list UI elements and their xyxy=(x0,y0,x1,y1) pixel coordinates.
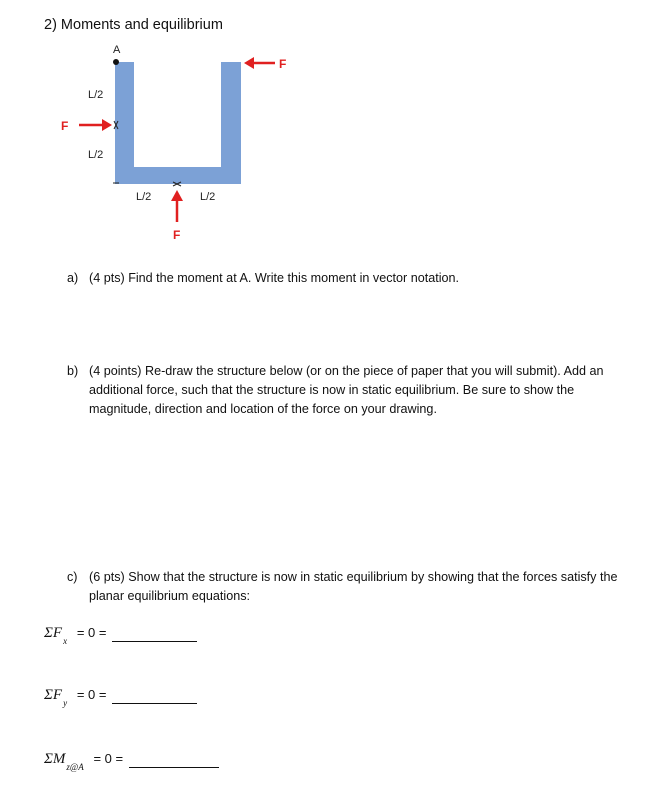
equation-sum-fx-symbol: ΣF xyxy=(44,625,63,641)
equation-sum-fy-subscript: y xyxy=(63,698,68,708)
left-force-label: F xyxy=(61,119,69,133)
equation-sum-mz-subscript: z@A xyxy=(66,762,84,772)
equation-sum-fy xyxy=(44,687,197,708)
equation-sum-fx-answer-blank[interactable] xyxy=(112,627,197,642)
equation-sum-fx-subscript: x xyxy=(63,636,68,646)
left-upper-length-label: L/2 xyxy=(88,89,104,101)
equation-sum-fy-answer-blank[interactable] xyxy=(112,689,197,704)
right-leg xyxy=(221,62,241,184)
question-c-text: (6 pts) Show that the structure is now in static equilibrium by showing that the forces satisfy the planar equilibrium equations: xyxy=(89,570,618,603)
question-b-text: (4 points) Re-draw the structure below (or on the piece of paper that you will submit). Add an additional force, such that the structure is now in static equilibrium. Be sure to show the magnitude, direction and location of the force on your drawing. xyxy=(89,364,604,416)
left-lower-length-label: L/2 xyxy=(88,149,104,161)
point-a-dot xyxy=(113,59,119,65)
equation-sum-fy-middle: = 0 = xyxy=(76,687,107,702)
bottom-force-label: F xyxy=(173,228,181,242)
bottom-left-length-label: L/2 xyxy=(136,191,152,203)
equation-sum-mz-answer-blank[interactable] xyxy=(129,753,219,768)
bottom-right-length-label: L/2 xyxy=(200,191,216,203)
right-force-arrow-icon xyxy=(244,57,275,69)
question-b-label: b) xyxy=(67,364,79,378)
question-a-label: a) xyxy=(67,271,79,285)
equation-sum-fx xyxy=(44,625,197,646)
bottom-force-arrow-icon xyxy=(171,190,183,222)
question-c-label: c) xyxy=(67,570,78,584)
u-beam xyxy=(115,62,241,184)
equation-sum-fx-middle: = 0 = xyxy=(76,625,107,640)
equation-sum-mz-middle: = 0 = xyxy=(93,751,124,766)
u-structure-diagram xyxy=(0,0,659,260)
problem-title: 2) Moments and equilibrium xyxy=(44,17,223,33)
question-a-text: (4 pts) Find the moment at A. Write this moment in vector notation. xyxy=(89,271,460,285)
equation-sum-fy-symbol: ΣF xyxy=(44,687,63,703)
point-a-label: A xyxy=(113,44,121,56)
equation-sum-mz-symbol: ΣM xyxy=(44,751,66,767)
equation-sum-mz xyxy=(44,751,219,772)
left-leg xyxy=(115,62,134,184)
left-force-arrow-icon xyxy=(79,119,112,131)
right-force-label: F xyxy=(279,57,287,71)
